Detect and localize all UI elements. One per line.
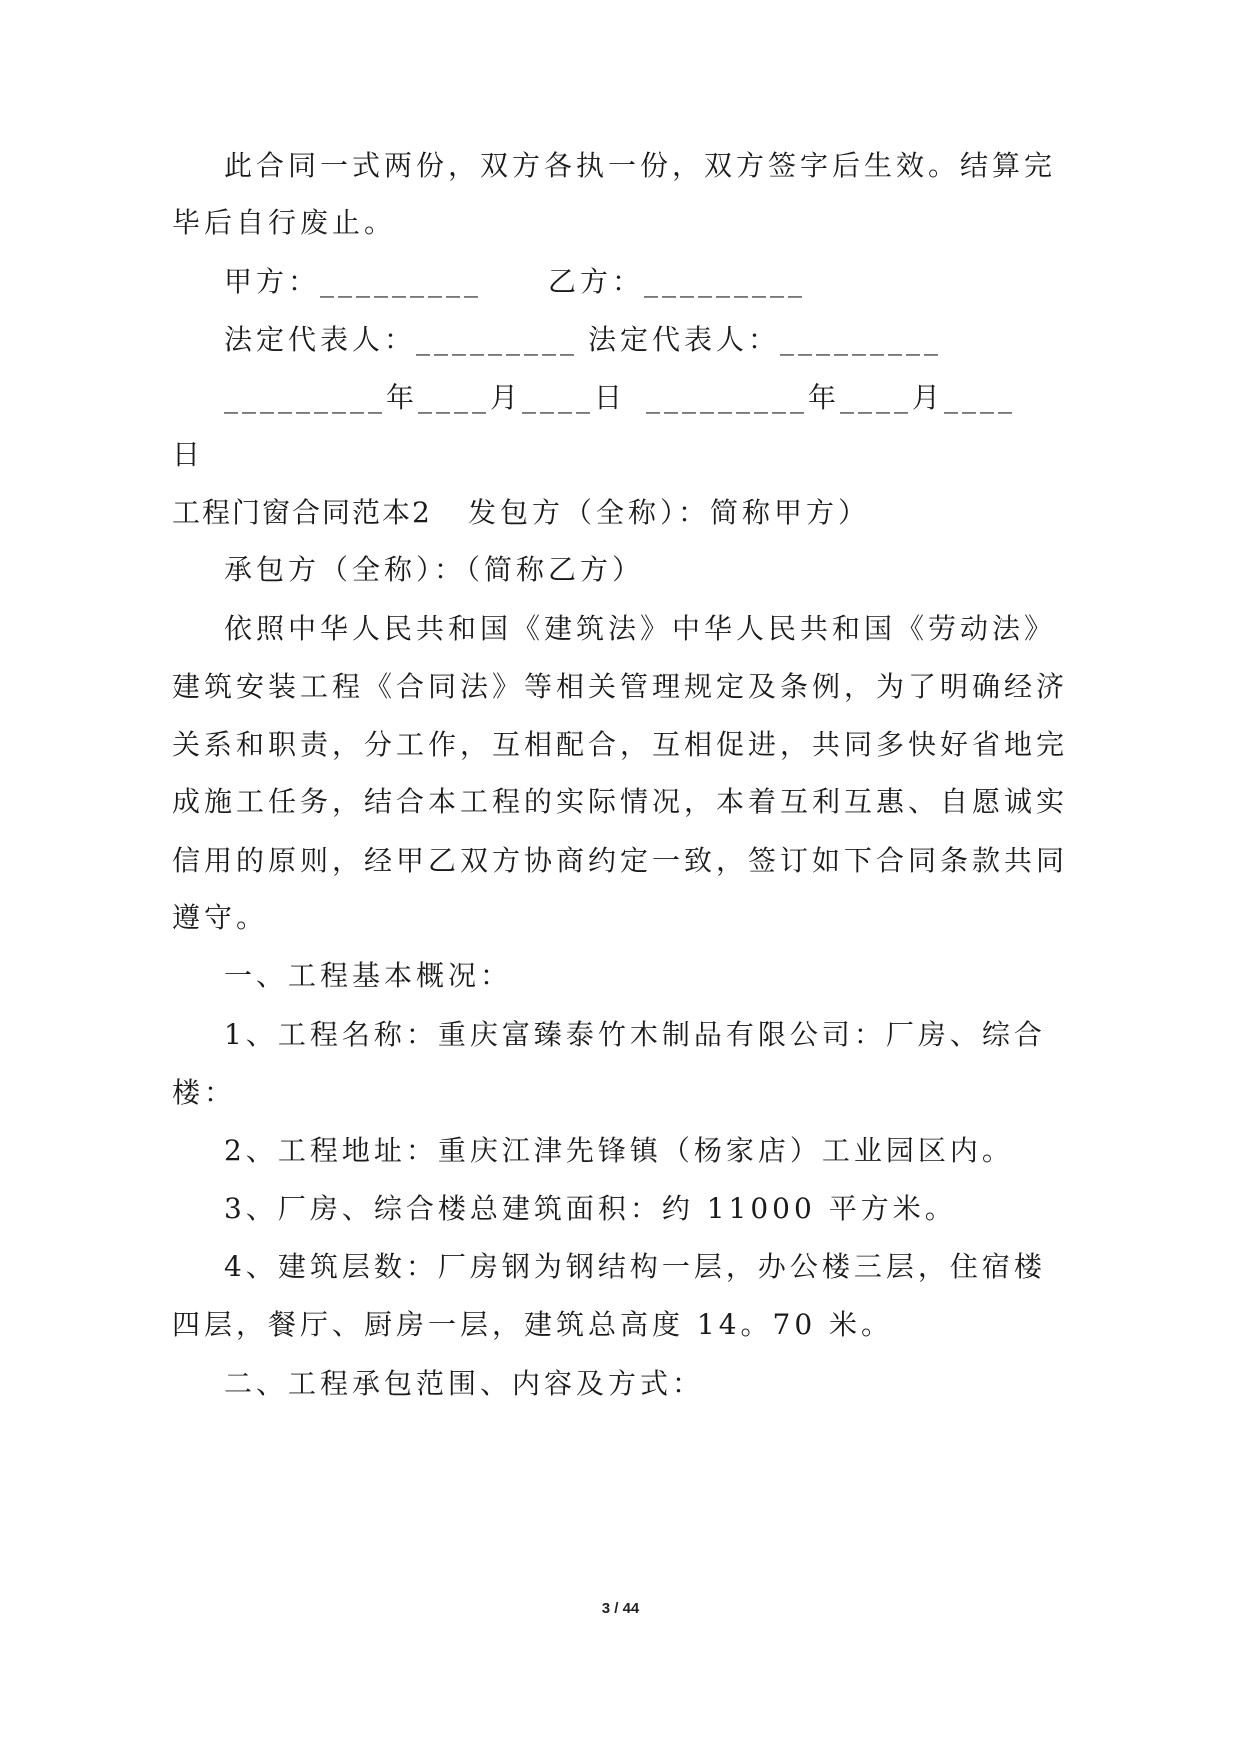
text-line: 此合同一式两份，双方各执一份，双方签字后生效。结算完 bbox=[224, 149, 1057, 182]
text-line: 3、厂房、综合楼总建筑面积：约 11000 平方米。 bbox=[224, 1192, 957, 1225]
text-line: _________年____月____日 bbox=[224, 381, 627, 414]
text-line: 法定代表人：_________ bbox=[588, 323, 943, 356]
text-line: 1、工程名称：重庆富臻泰竹木制品有限公司：厂房、综合 bbox=[224, 1018, 1046, 1051]
text-line: 一、工程基本概况： bbox=[224, 959, 513, 992]
text-line: 发包方（全称）：简称甲方） bbox=[468, 496, 871, 529]
text-line: 遵守。 bbox=[172, 901, 269, 934]
page-number: 3 / 44 bbox=[601, 1600, 640, 1617]
text-line: 建筑安装工程《合同法》等相关管理规定及条例，为了明确经济 bbox=[172, 670, 1069, 703]
text-line: 2、工程地址：重庆江津先锋镇（杨家店）工业园区内。 bbox=[224, 1134, 1014, 1167]
text-line: 毕后自行废止。 bbox=[172, 206, 397, 239]
text-line: 法定代表人：_________ bbox=[224, 323, 579, 356]
text-line: 依照中华人民共和国《建筑法》中华人民共和国《劳动法》 bbox=[224, 612, 1057, 645]
text-line: 甲方：_________ bbox=[224, 265, 483, 298]
text-line: 承包方（全称）：（简称乙方） bbox=[224, 553, 645, 586]
text-line: 四层，餐厅、厨房一层，建筑总高度 14。70 米。 bbox=[172, 1308, 894, 1341]
text-line: 信用的原则，经甲乙双方协商约定一致，签订如下合同条款共同 bbox=[172, 844, 1069, 877]
text-line: 成施工任务，结合本工程的实际情况，本着互利互惠、自愿诚实 bbox=[172, 785, 1069, 818]
text-line: 楼： bbox=[172, 1076, 237, 1109]
text-line: 二、工程承包范围、内容及方式： bbox=[224, 1367, 705, 1400]
text-line: 关系和职责，分工作，互相配合，互相促进，共同多快好省地完 bbox=[172, 728, 1069, 761]
text-line: 乙方：_________ bbox=[548, 265, 807, 298]
text-line: 日 bbox=[172, 438, 205, 471]
text-line: 工程门窗合同范本2 bbox=[172, 496, 432, 529]
text-line: _________年____月____ bbox=[646, 381, 1017, 414]
text-line: 4、建筑层数：厂房钢为钢结构一层，办公楼三层，住宿楼 bbox=[224, 1250, 1046, 1283]
